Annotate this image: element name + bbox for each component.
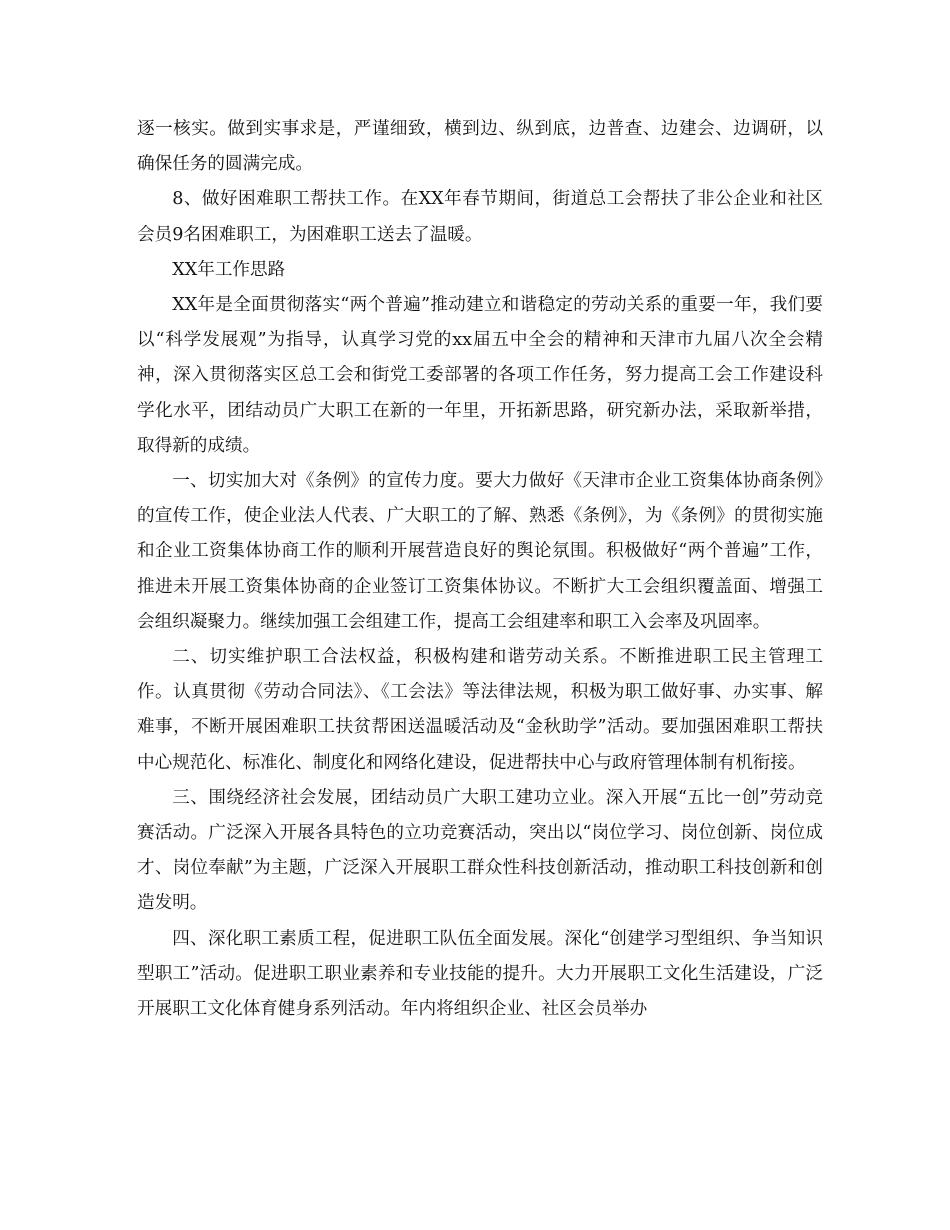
paragraph-point-4: 四、深化职工素质工程，促进职工队伍全面发展。深化“创建学习型组织、争当知识型职工”活动。促进职工职业素养和专业技能的提升。大力开展职工文化生活建设，广泛开展职工文化体育健身系列活动。年内将组织企业、社区会员举办	[137, 928, 823, 1020]
paragraph-point-3: 三、围绕经济社会发展，团结动员广大职工建功立业。深入开展“五比一创”劳动竞赛活动。广泛深入开展各具特色的立功竞赛活动，突出以“岗位学习、岗位创新、岗位成才、岗位奉献”为主题，广泛深入开展职工群众性科技创新活动，推动职工科技创新和创造发明。	[137, 787, 823, 914]
paragraph-point-2: 二、切实维护职工合法权益，积极构建和谐劳动关系。不断推进职工民主管理工作。认真贯彻《劳动合同法》、《工会法》等法律法规，积极为职工做好事、办实事、解难事，不断开展困难职工扶贫帮困送温暖活动及“金秋助学”活动。要加强困难职工帮扶中心规范化、标准化、制度化和网络化建设，促进帮扶中心与政府管理体制有机衔接。	[137, 647, 823, 773]
paragraph-item-8: 8、做好困难职工帮扶工作。在XX年春节期间，街道总工会帮扶了非公企业和社区会员9名困难职工，为困难职工送去了温暖。	[137, 189, 823, 245]
paragraph-point-1: 一、切实加大对《条例》的宣传力度。要大力做好《天津市企业工资集体协商条例》的宣传工作，使企业法人代表、广大职工的了解、熟悉《条例》，为《条例》的贯彻实施和企业工资集体协商工作的顺利开展营造良好的舆论氛围。积极做好“两个普遍”工作，推进未开展工资集体协商的企业签订工资集体协议。不断扩大工会组织覆盖面、增强工会组织凝聚力。继续加强工会组建工作，提高工会组建率和职工入会率及巩固率。	[137, 471, 823, 632]
document-body	[137, 112, 823, 1027]
paragraph-intro: XX年是全面贯彻落实“两个普遍”推动建立和谐稳定的劳动关系的重要一年，我们要以“科学发展观”为指导，认真学习党的xx届五中全会的精神和天津市九届八次全会精神，深入贯彻落实区总工会和街党工委部署的各项工作任务，努力提高工会工作建设科学化水平，团结动员广大职工在新的一年里，开拓新思路，研究新办法，采取新举措，取得新的成绩。	[137, 295, 823, 456]
paragraph-continuation: 逐一核实。做到实事求是，严谨细致，横到边、纵到底，边普查、边建会、边调研，以确保任务的圆满完成。	[137, 119, 823, 175]
section-heading: XX年工作思路	[172, 259, 286, 280]
